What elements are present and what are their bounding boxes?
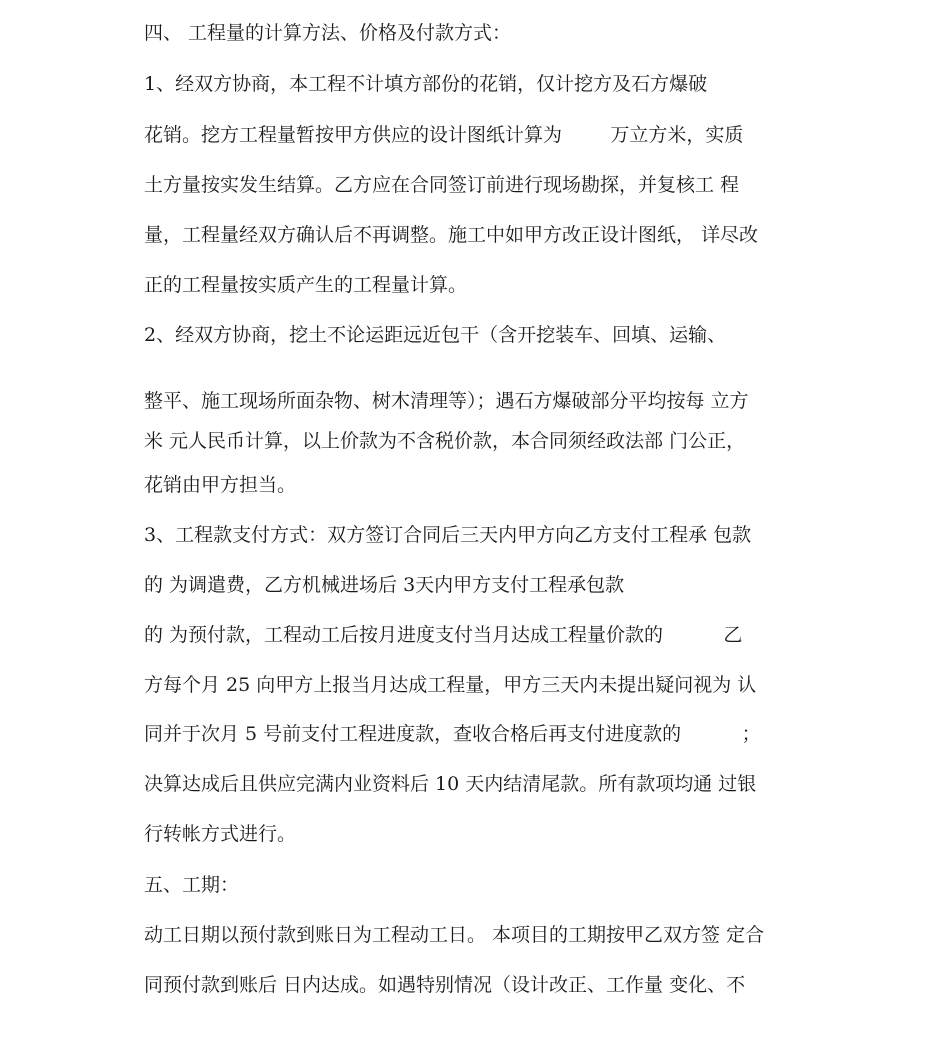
paragraph-line: 整平、施工现场所面杂物、树木清理等）；遇石方爆破部分平均按每 立方: [144, 390, 749, 412]
paragraph-line: 1、经双方协商，本工程不计填方部份的花销，仅计挖方及石方爆破: [144, 73, 708, 95]
paragraph-line: 的 为预付款，工程动工后按月进度支付当月达成工程量价款的 乙: [144, 624, 743, 646]
paragraph-line: 土方量按实发生结算。乙方应在合同签订前进行现场勘探，并复核工 程: [144, 174, 740, 196]
paragraph-line: 的 为调遣费，乙方机械进场后 3天内甲方支付工程承包款: [144, 574, 625, 596]
section-heading-4: 四、 工程量的计算方法、价格及付款方式：: [144, 22, 512, 44]
paragraph-line: 方每个月 25 向甲方上报当月达成工程量，甲方三天内未提出疑问视为 认: [144, 674, 757, 696]
paragraph-line: 2、经双方协商，挖土不论运距远近包干（含开挖装车、回填、运输、: [144, 324, 727, 346]
paragraph-line: 3、工程款支付方式：双方签订合同后三天内甲方向乙方支付工程承 包款: [144, 524, 752, 546]
paragraph-line: 正的工程量按实质产生的工程量计算。: [144, 274, 468, 296]
paragraph-line: 米 元人民币计算，以上价款为不含税价款，本合同须经政法部 门公正，: [144, 430, 746, 452]
paragraph-line: 行转帐方式进行。: [144, 823, 297, 845]
section-heading-5: 五、工期：: [144, 874, 240, 896]
paragraph-line: 同并于次月 5 号前支付工程进度款，查收合格后再支付进度款的 ；: [144, 723, 761, 745]
paragraph-line: 同预付款到账后 日内达成。如遇特别情况（设计改正、工作量 变化、不: [144, 974, 746, 996]
paragraph-line: 动工日期以预付款到账日为工程动工日。 本项目的工期按甲乙双方签 定合: [144, 924, 765, 946]
paragraph-line: 决算达成后且供应完满内业资料后 10 天内结清尾款。所有款项均通 过银: [144, 773, 757, 795]
paragraph-line: 花销由甲方担当。: [144, 474, 297, 496]
paragraph-line: 花销。挖方工程量暂按甲方供应的设计图纸计算为 万立方米，实质: [144, 124, 744, 146]
paragraph-line: 量，工程量经双方确认后不再调整。施工中如甲方改正设计图纸， 详尽改: [144, 224, 759, 246]
